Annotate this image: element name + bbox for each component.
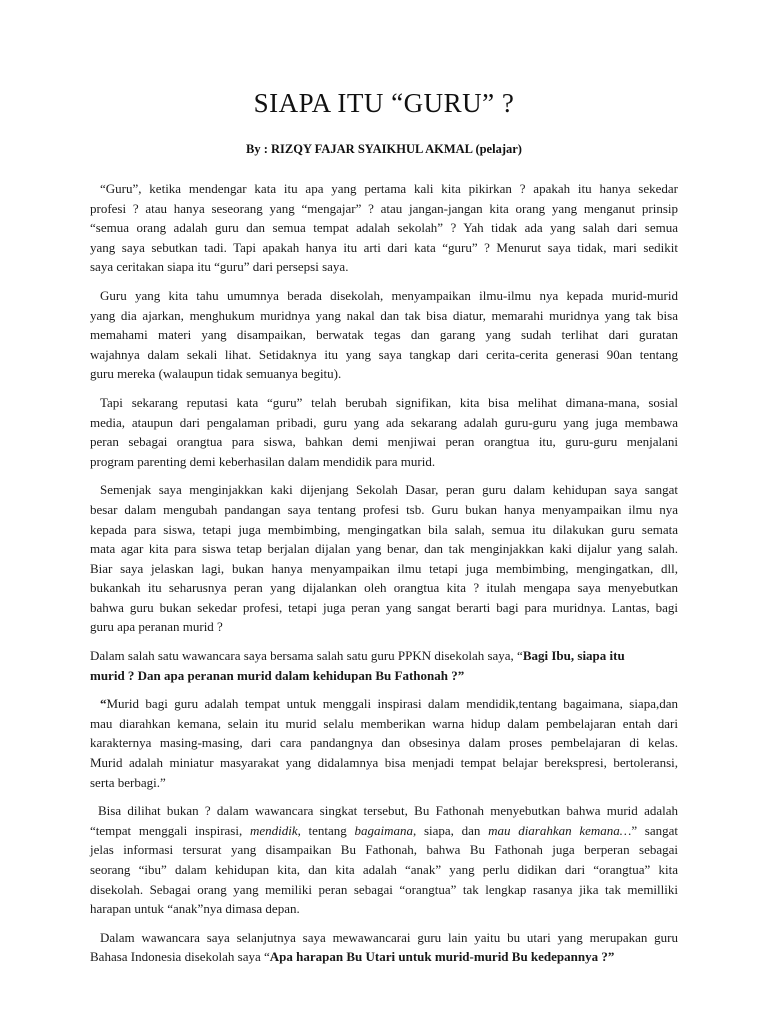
text-line — [90, 947, 678, 967]
text-line — [90, 694, 678, 714]
text-run: Dalam salah satu wawancara saya bersama salah satu guru PPKN disekolah saya, “ — [90, 648, 523, 664]
text-line: memahami materi yang disampaikan, berwatak tegas dan garang yang sudah terlihat dari guratan — [90, 327, 678, 343]
text-line: yang saya sebutkan tadi. Tapi apakah hanya itu arti dari kata “guru” ? Menurut saya tidak, mari sedikit — [90, 239, 678, 255]
question-text: Apa harapan Bu Utari untuk murid-murid Bu kedepannya ?” — [269, 949, 615, 965]
italic-run: mendidik — [249, 822, 298, 838]
text-line: bahwa guru bukan sekedar profesi, tetapi juga peran yang sangat berarti bagi para muridnya. Lantas, bagi — [90, 599, 678, 615]
text-run: Murid bagi guru adalah tempat untuk menggali inspirasi dalam mendidik,tentang bagaimana, siapa,dan — [106, 696, 678, 712]
text-run: , siapa, dan — [413, 822, 489, 838]
text-line: “semua orang adalah guru dan semua tempat adalah sekolah” ? Yah tidak ada yang salah dari semua — [90, 220, 678, 236]
italic-run: bagaimana — [354, 822, 414, 838]
text-line: peran sebagai orangtua para siswa, bahkan demi menjiwai peran orangtua itu, guru-guru menjalani — [90, 434, 678, 450]
question-text: murid ? Dan apa peranan murid dalam kehidupan Bu Fathonah ?” — [90, 667, 465, 683]
paragraph-analisis — [90, 801, 678, 919]
text-line: “Guru”, ketika mendengar kata itu apa yang pertama kali kita pikirkan ? apakah itu hanya sekedar — [100, 181, 678, 196]
text-line: program parenting demi keberhasilan dalam mendidik para murid. — [90, 453, 436, 469]
text-line: Tapi sekarang reputasi kata “guru” telah berubah signifikan, kita bisa melihat dimana-mana, sosial — [100, 394, 678, 410]
text-line: Dalam wawancara saya selanjutnya saya mewawancarai guru lain yaitu bu utari yang merupakan guru — [100, 929, 678, 945]
text-line: Biar saya jelaskan lagi, bukan hanya menyampaikan ilmu tetapi juga membimbing, mengingatkan, dll, — [90, 560, 678, 576]
text-line: yang dia ajarkan, menghukum muridnya yang nakal dan tak bisa diatur, memarahi muridnya yang tak bisa — [90, 307, 678, 323]
text-line: mau diarahkan kemana, selain itu murid selalu memberikan warna hidup dalam pembelajaran entah dari — [90, 715, 678, 731]
text-run: Bahasa Indonesia disekolah saya “ — [90, 949, 270, 965]
text-line — [90, 821, 678, 841]
open-quote-mark: “ — [100, 696, 107, 712]
italic-run: mau diarahkan kemana… — [488, 822, 632, 838]
paragraph-intro — [90, 179, 678, 277]
text-line: wajahnya dalam sekali lihat. Setidaknya itu yang saya tangkap dari cerita-cerita generasi 90an tentang — [90, 346, 678, 362]
paragraph-jawaban-quote — [90, 694, 678, 792]
text-line: disekolah. Sebagai orang yang memiliki peran sebagai “orangtua” tak lengkap rasanya jika tak memilliki — [90, 881, 678, 897]
text-line: media, ataupun dari pengalaman pribadi, guru yang ada sekarang adalah guru-guru yang juga membawa — [90, 414, 678, 430]
text-line: guru apa peranan murid ? — [90, 619, 223, 635]
text-line: Semenjak saya menginjakkan kaki dijenjang Sekolah Dasar, peran guru dalam kehidupan saya sangat — [100, 482, 678, 498]
text-line: Murid adalah miniatur masyarakat yang didalamnya bisa menjadi tempat belajar berekspresi, bertoleransi, — [90, 755, 678, 771]
text-run: “tempat menggali inspirasi, — [90, 822, 250, 838]
text-line: bukankah itu seharusnya peran yang dijalankan oleh orangtua kita ? itulah mengapa saya menyebutkan — [90, 580, 678, 596]
question-text: Bagi Ibu, siapa itu — [522, 648, 625, 664]
text-line: seorang “ibu” dalam kehidupan kita, dan kita adalah “anak” yang perlu didikan dari “orangtua” kita — [90, 862, 678, 877]
text-line: profesi ? atau hanya seseorang yang “mengajar” ? atau jangan-jangan kita orang yang menganut prinsip — [90, 200, 678, 216]
paragraph-wawancara-selanjutnya — [90, 928, 678, 967]
text-line: mata agar kita para siswa tetap berjalan dijalan yang benar, dan tak menginjakkan kaki dijalur yang salah. — [90, 541, 678, 557]
text-line: besar dalam mengubah pandangan saya tentang profesi tsb. Guru bukan hanya menyampaikan ilmu nya — [90, 501, 678, 517]
paragraph-guru-dulu — [90, 286, 678, 384]
text-line: kepada para siswa, tetapi juga membimbing, mengingatkan bila salah, semua itu dilakukan guru semata — [90, 521, 678, 537]
text-line: guru mereka (walaupun tidak semuanya begitu). — [90, 366, 342, 382]
text-line: harapan untuk “anak”nya dimasa depan. — [90, 901, 300, 917]
text-line: Guru yang kita tahu umumnya berada disekolah, menyampaikan ilmu-ilmu nya kepada murid-murid — [100, 287, 678, 303]
document-body — [90, 179, 678, 976]
text-run: , tentang — [297, 822, 355, 838]
text-line: Bisa dilihat bukan ? dalam wawancara singkat tersebut, Bu Fathonah menyebutkan bahwa murid adalah — [98, 803, 678, 819]
text-line: saya ceritakan siapa itu “guru” dari persepsi saya. — [90, 259, 349, 275]
paragraph-wawancara-pertanyaan — [90, 646, 678, 685]
document-title: SIAPA ITU “GURU” ? — [253, 88, 515, 118]
paragraph-guru-sekarang — [90, 393, 678, 471]
text-line: serta berbagi.” — [90, 774, 166, 790]
text-line: karakternya masing-masing, dari cara pandangnya dan obsesinya dalam proses pembelajaran di kelas. — [90, 735, 678, 751]
text-line: jelas informasi tersurat yang disampaikan Bu Fathonah, bahwa Bu Fathonah juga berperan sebagai — [90, 842, 678, 858]
paragraph-sekolah-dasar — [90, 480, 678, 637]
text-run: ” sangat — [631, 822, 679, 838]
text-line — [90, 646, 678, 666]
document-byline: By : RIZQY FAJAR SYAIKHUL AKMAL (pelajar) — [246, 142, 522, 156]
